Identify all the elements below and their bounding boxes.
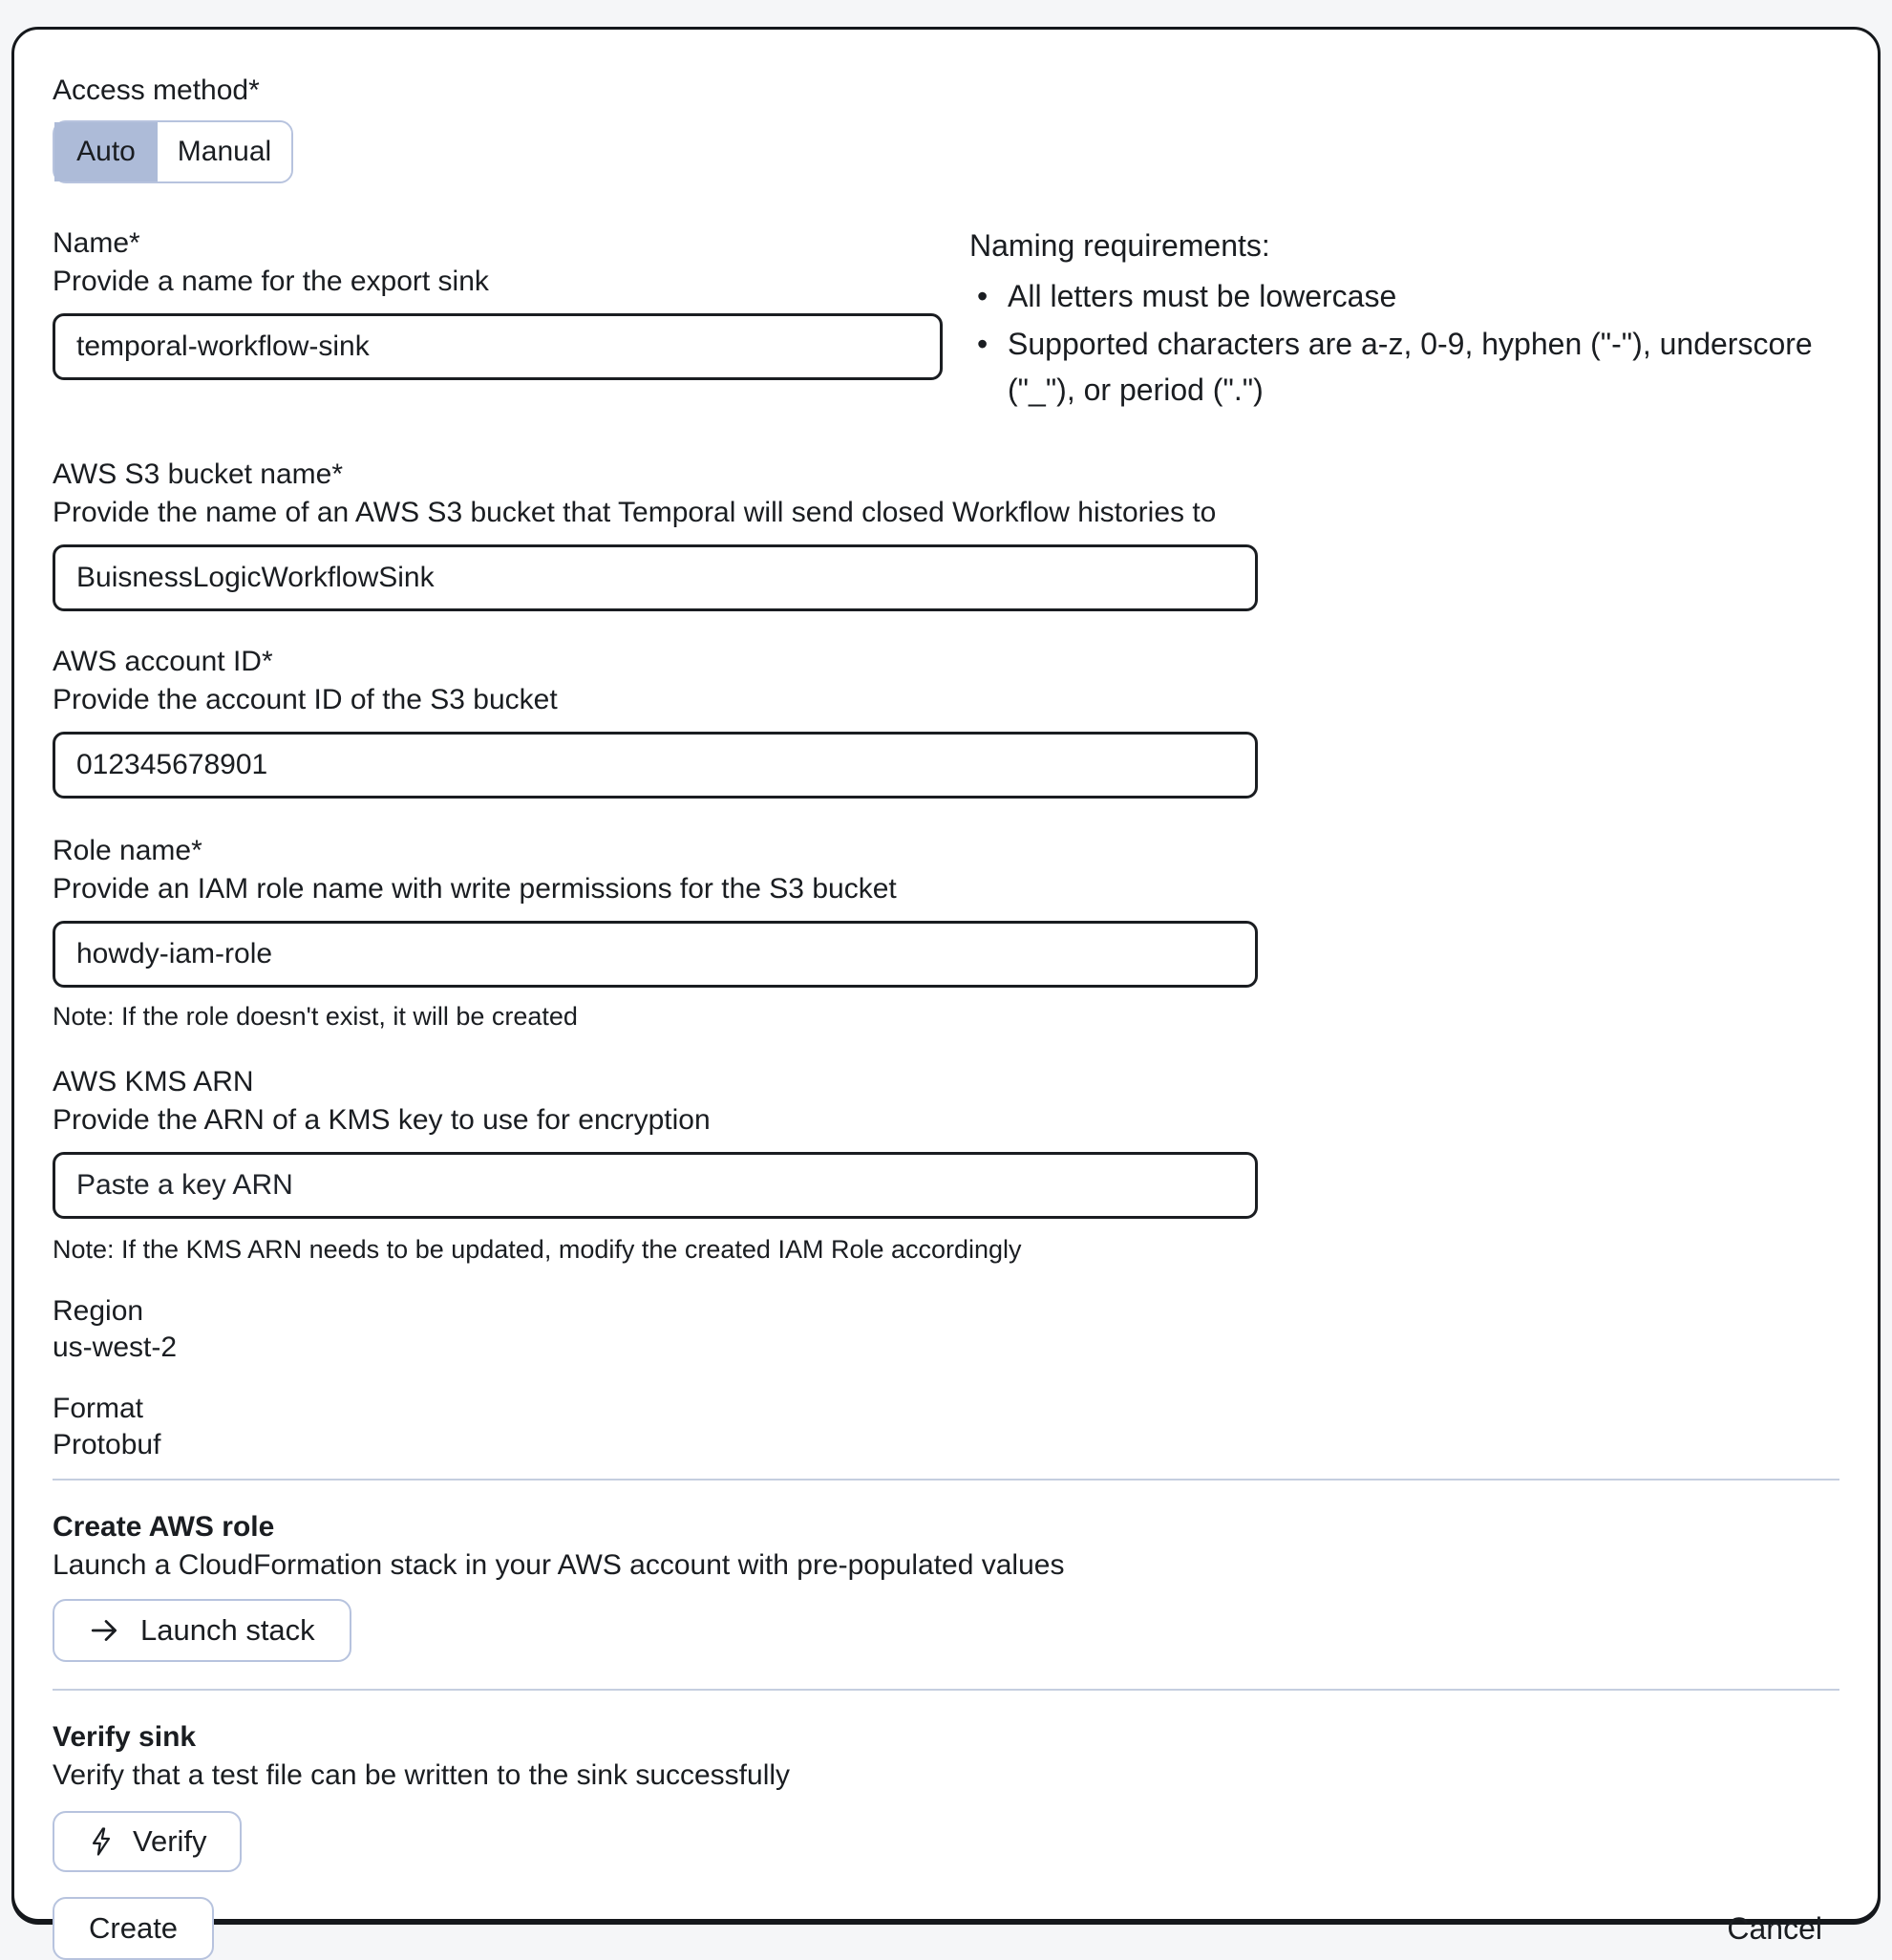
- role-name-input[interactable]: [53, 921, 1258, 988]
- naming-requirement-item: • Supported characters are a-z, 0-9, hyphen ("-"), underscore ("_"), or period ("."): [969, 321, 1839, 413]
- access-method-manual-option[interactable]: [158, 122, 291, 181]
- arrow-right-icon: [89, 1614, 121, 1647]
- create-aws-role-description: Launch a CloudFormation stack in your AWS account with pre-populated values: [53, 1549, 1065, 1581]
- naming-requirements-list: [969, 273, 1839, 413]
- verify-button[interactable]: [53, 1811, 242, 1872]
- lightning-icon: [87, 1826, 116, 1857]
- region-value: us-west-2: [53, 1332, 178, 1363]
- naming-requirement-item: • All letters must be lowercase: [969, 273, 1839, 319]
- create-aws-role-title: Create AWS role: [53, 1511, 275, 1543]
- account-id-label: AWS account ID*: [53, 646, 273, 677]
- format-label: Format: [53, 1393, 144, 1424]
- export-sink-form-panel: [11, 27, 1881, 1946]
- s3-bucket-label: AWS S3 bucket name*: [53, 458, 344, 490]
- role-name-description: Provide an IAM role name with write permissions for the S3 bucket: [53, 873, 897, 905]
- format-value: Protobuf: [53, 1429, 161, 1460]
- account-id-input[interactable]: [53, 732, 1258, 799]
- access-method-toggle: [53, 120, 293, 183]
- access-method-label: Access method*: [53, 75, 260, 106]
- section-divider: [53, 1479, 1839, 1481]
- verify-sink-description: Verify that a test file can be written to the sink successfully: [53, 1759, 791, 1791]
- kms-arn-input[interactable]: [53, 1152, 1258, 1219]
- launch-stack-label: Launch stack: [140, 1613, 315, 1647]
- access-method-auto-label: Auto: [76, 136, 136, 167]
- verify-label: Verify: [133, 1824, 207, 1858]
- account-id-description: Provide the account ID of the S3 bucket: [53, 684, 558, 715]
- role-name-label: Role name*: [53, 835, 202, 866]
- s3-bucket-description: Provide the name of an AWS S3 bucket that Temporal will send closed Workflow histories to: [53, 497, 1217, 528]
- create-label: Create: [89, 1911, 179, 1945]
- name-label: Name*: [53, 227, 140, 259]
- kms-arn-label: AWS KMS ARN: [53, 1066, 254, 1097]
- s3-bucket-input[interactable]: [53, 544, 1258, 611]
- name-input[interactable]: [53, 313, 943, 380]
- naming-requirements-title: Naming requirements:: [969, 228, 1270, 263]
- region-label: Region: [53, 1295, 144, 1327]
- launch-stack-button[interactable]: [53, 1599, 351, 1662]
- create-button[interactable]: [53, 1897, 214, 1960]
- section-divider: [53, 1689, 1839, 1691]
- kms-arn-description: Provide the ARN of a KMS key to use for encryption: [53, 1104, 711, 1136]
- kms-arn-note: Note: If the KMS ARN needs to be updated, modify the created IAM Role accordingly: [53, 1235, 1022, 1264]
- access-method-auto-option[interactable]: [54, 122, 158, 181]
- name-description: Provide a name for the export sink: [53, 266, 489, 297]
- verify-sink-title: Verify sink: [53, 1721, 197, 1753]
- access-method-manual-label: Manual: [177, 136, 272, 167]
- role-name-note: Note: If the role doesn't exist, it will be created: [53, 1002, 578, 1031]
- cancel-link[interactable]: Cancel: [1727, 1910, 1822, 1946]
